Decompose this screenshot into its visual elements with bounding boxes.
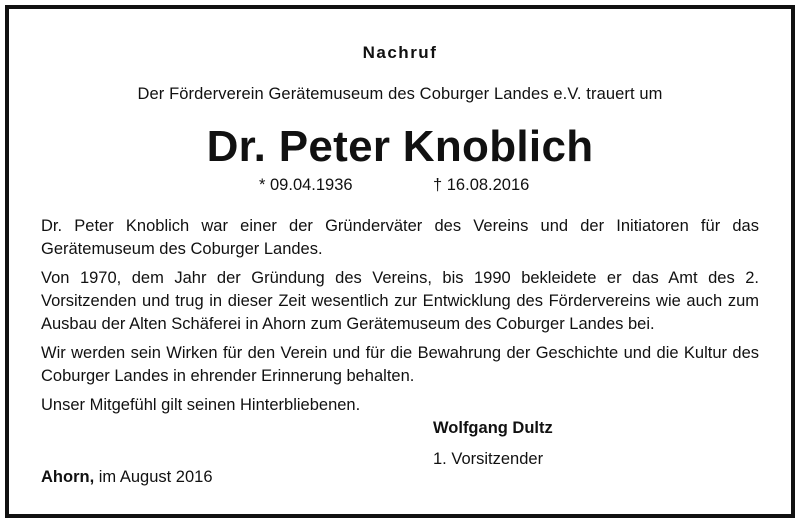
- signatory-role: 1. Vorsitzender: [433, 450, 544, 468]
- paragraph: Unser Mitgefühl gilt seinen Hinterbliebenen.: [41, 396, 361, 414]
- obituary-body: [41, 215, 759, 423]
- obituary-heading: Nachruf: [362, 43, 438, 62]
- deceased-name: Dr. Peter Knoblich: [206, 122, 594, 171]
- paragraph: Dr. Peter Knoblich war einer der Gründerväter des Vereins und der Initiatoren für das Gerätemuseum des Coburger Landes.: [41, 217, 759, 258]
- death-date: † 16.08.2016: [433, 176, 530, 194]
- obituary-content: [33, 9, 767, 514]
- signatory-name: Wolfgang Dultz: [433, 419, 553, 437]
- intro-line: Der Förderverein Gerätemuseum des Coburger Landes e.V. trauert um: [137, 85, 663, 103]
- paragraph: Von 1970, dem Jahr der Gründung des Vereins, bis 1990 bekleidete er das Amt des 2. Vorsitzenden und trug in dieser Zeit wesentlich zur Entwicklung des Fördervereins wie auch zum Ausbau der Alten Schäferei in Ahorn zum Gerätemuseum des Coburger Landes bei.: [41, 269, 759, 333]
- birth-date: * 09.04.1936: [259, 176, 353, 194]
- notice-date: im August 2016: [94, 468, 213, 486]
- paragraph: Wir werden sein Wirken für den Verein und für die Bewahrung der Geschichte und die Kultur des Coburger Landes in ehrender Erinnerung behalten.: [41, 344, 759, 385]
- obituary-frame: [5, 5, 795, 518]
- signature-block: [433, 417, 553, 471]
- place-name: Ahorn,: [41, 468, 95, 486]
- place-date-line: [41, 468, 213, 487]
